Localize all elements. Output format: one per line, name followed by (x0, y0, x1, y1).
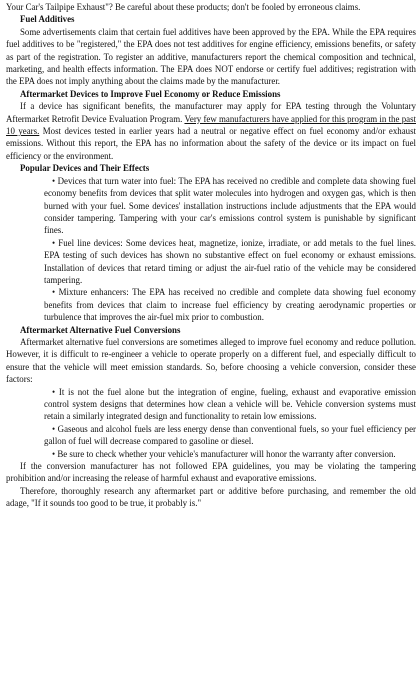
bullet-integration: • It is not the fuel alone but the integration of engine, fueling, exhaust and evaporative emission control system designs that determines how clean a vehicle will be. Vehicle conversion systems must retain a similarly integrated design and functionality to retain low emissions. (44, 386, 416, 422)
heading-fuel-additives: Fuel Additives (20, 14, 75, 25)
heading-aftermarket-devices: Aftermarket Devices to Improve Fuel Economy or Reduce Emissions (20, 88, 281, 99)
aftermarket-devices-underlined-text: Very few manufacturers have applied for this program in the past 10 years. (6, 113, 416, 137)
aftermarket-devices-text-1: If a device has significant benefits, the manufacturer may apply for EPA testing through the Voluntary Aftermarket Retrofit Device Evaluation Program. (6, 101, 416, 124)
bullet-warranty: • Be sure to check whether your vehicle's manufacturer will honor the warranty after conversion. (52, 448, 396, 459)
paragraph-closing-1: If the conversion manufacturer has not followed EPA guidelines, you may be violating the tampering prohibition and/or increasing the release of harmful exhaust and evaporative emissions. (6, 461, 416, 484)
bullet-water-fuel: • Devices that turn water into fuel: The EPA has received no credible and complete data showing fuel economy benefits from devices that split water molecules into hydrogen and oxygen gas, which is then burned with your fuel. Some devices' installation instructions include adjustments that the EPA would consider tampering. Tampering with your car's emissions control system is punishable by significant fines. (44, 175, 416, 236)
paragraph-alt-fuel: Aftermarket alternative fuel conversions are sometimes alleged to improve fuel economy and reduce pollution. However, it is difficult to re-engineer a vehicle to operate properly on a different fuel, and especially difficult to ensure that the vehicle will meet emission standards. So, before choosing a vehicle conversion, consider these factors: (6, 336, 416, 385)
heading-popular-devices: Popular Devices and Their Effects (20, 163, 150, 174)
heading-alt-fuel: Aftermarket Alternative Fuel Conversions (20, 324, 181, 335)
bullet-gaseous-fuels: • Gaseous and alcohol fuels are less energy dense than conventional fuels, so your fuel efficiency per gallon of fuel will decrease compared to gasoline or diesel. (44, 423, 416, 447)
bullet-fuel-line: • Fuel line devices: Some devices heat, magnetize, ionize, irradiate, or add metals to the fuel lines. EPA testing of such devices has shown no substantive effect on fuel economy or exhaust emissions. Installation of devices that retard timing or adjust the air-fuel ratio of the vehicle may be considered tampering. (44, 237, 416, 285)
paragraph-closing-2: Therefore, thoroughly research any aftermarket part or additive before purchasing, and remember the old adage, "If it sounds too good to be true, it probably is." (6, 485, 416, 509)
aftermarket-devices-text-2: Most devices tested in earlier years had a neutral or negative effect on fuel economy and/or exhaust emissions. Without this report, the EPA has no information about the safety of the device or its impact on fuel efficiency or the environment. (6, 126, 416, 161)
intro-line: Your Car's Tailpipe Exhaust"? Be careful about these products; don't be fooled by erroneous claims. (6, 2, 361, 12)
paragraph-aftermarket-devices (6, 100, 416, 162)
paragraph-fuel-additives: Some advertisements claim that certain fuel additives have been approved by the EPA. While the EPA requires fuel additives to be "registered," the EPA does not test additives for engine efficiency, emissions benefits, or safety as part of the registration. To register an additive, manufacturers report the chemical composition and technical, marketing, and health effects information. The EPA does NOT endorse or certify fuel additives; registration with the EPA does not imply anything about the claims made by the manufacturer. (6, 26, 416, 87)
bullet-mixture-enhancers: • Mixture enhancers: The EPA has received no credible and complete data showing fuel economy benefits from devices that claim to increase fuel efficiency by creating aerodynamic properties or turbulence that improves the air-fuel mix prior to combustion. (44, 287, 416, 323)
